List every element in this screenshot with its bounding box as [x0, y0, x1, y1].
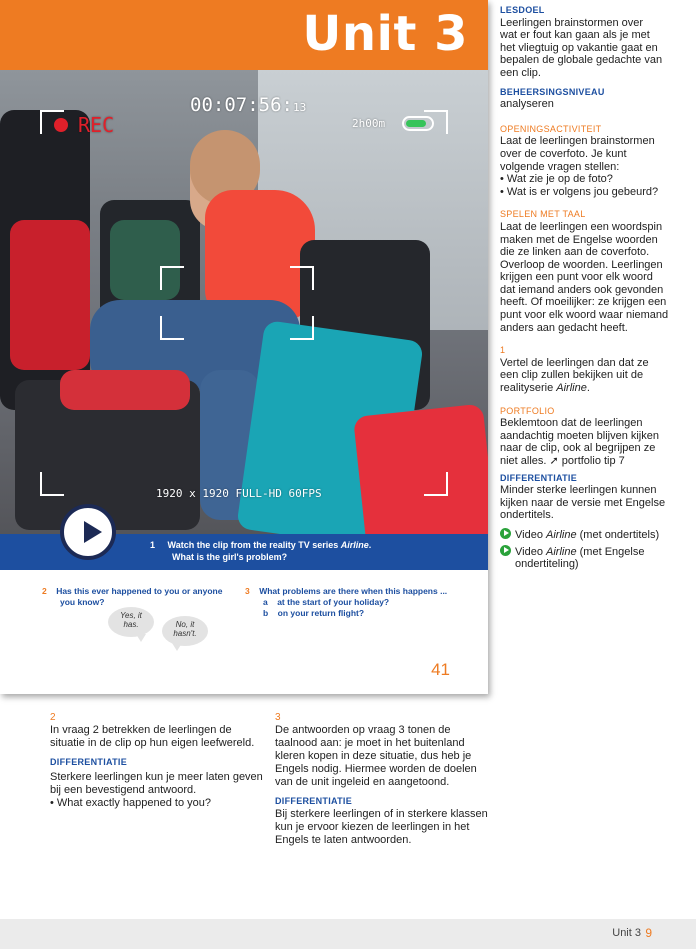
activity-3-a-label: a	[263, 597, 268, 607]
lesdoel-l2: wat er fout kan gaan als je met	[500, 29, 650, 42]
s1-l1: Vertel de leerlingen dan dat ze	[500, 356, 649, 369]
resolution-readout: 1920 x 1920 FULL-HD 60FPS	[156, 487, 322, 500]
c2-d3: • What exactly happened to you?	[50, 797, 212, 809]
activity-1-num: 1	[150, 540, 156, 550]
battery-icon	[402, 116, 434, 131]
page-footer	[0, 919, 696, 949]
photo-red-backpack	[10, 220, 90, 370]
video-2-prefix: Video	[515, 545, 546, 558]
spelen-l9: anders aan gedacht heeft.	[500, 321, 628, 334]
c2-l1: In vraag 2 betrekken de leerlingen de	[50, 724, 232, 736]
activity-1-line1-prefix: Watch the clip from the reality TV series	[167, 540, 341, 550]
niveau-text: analyseren	[500, 98, 554, 111]
notes-column-2	[50, 711, 265, 810]
bubble-no	[162, 616, 208, 646]
focus-corner-tl	[160, 266, 184, 290]
timecode-frames: 13	[292, 101, 307, 114]
bubble-no-tail	[172, 643, 182, 651]
bubble-yes-line2: has.	[123, 620, 139, 629]
s1-num: 1	[500, 345, 506, 356]
portfolio-l2: aandachtig moeten blijven kijken	[500, 429, 659, 442]
spelen-l5: krijgen een punt voor elk woord	[500, 271, 653, 284]
teacher-notes-sidebar	[500, 4, 690, 571]
cover-photo	[0, 70, 488, 534]
notes-column-3	[275, 711, 490, 847]
activity-3	[245, 586, 447, 619]
activity-3-num: 3	[245, 586, 250, 596]
activity-3-b-text: on your return flight?	[277, 608, 365, 618]
activity-1-line1-suffix: .	[368, 540, 372, 550]
video-2-suffix: (met Engelse	[576, 545, 645, 558]
focus-corner-tr	[290, 266, 314, 290]
duration-readout: 2h00m	[352, 117, 386, 130]
s1-l3-prefix: realityserie	[500, 382, 557, 395]
play-button[interactable]	[60, 504, 116, 560]
c2-num: 2	[50, 712, 56, 723]
bubble-yes-line1: Yes, it	[120, 611, 142, 620]
focus-corner-bl	[160, 316, 184, 340]
activity-1-text	[150, 539, 371, 563]
bubble-yes	[108, 607, 154, 637]
video-2-icon	[500, 545, 511, 556]
spelen-l6: dat iemand anders ook gevonden	[500, 283, 664, 296]
activity-1-line2: What is the girl's problem?	[172, 552, 288, 562]
diff-l1: Minder sterke leerlingen kunnen	[500, 484, 657, 497]
video-1-icon	[500, 528, 511, 539]
c2-d1: Sterkere leerlingen kun je meer laten geven	[50, 771, 263, 783]
niveau-heading: BEHEERSINGSNIVEAU	[500, 86, 605, 97]
rec-dot-icon	[54, 118, 68, 132]
spelen-l8: punt voor elk woord waar niemand	[500, 309, 669, 322]
page-number: 41	[431, 660, 450, 679]
footer-unit: Unit 3	[612, 927, 641, 939]
c3-d3: Engels te laten antwoorden.	[275, 834, 412, 846]
activity-2-line1: Has this ever happened to you or anyone	[56, 586, 223, 596]
lesdoel-l4: bepalen de globale gedachte van	[500, 54, 663, 67]
focus-corner-br	[290, 316, 314, 340]
diff-l3: ondertitels.	[500, 509, 554, 522]
s1-l3-suffix: .	[586, 382, 590, 395]
activity-1-series: Airline	[340, 540, 369, 550]
c3-diff-heading: DIFFERENTIATIE	[275, 796, 353, 806]
photo-red-strap	[60, 370, 190, 410]
c3-d1: Bij sterkere leerlingen of in sterkere klassen	[275, 808, 488, 820]
c2-d2: bij een bevestigend antwoord.	[50, 784, 197, 796]
video-link-2[interactable]	[500, 545, 690, 559]
opening-l2: over de coverfoto. Je kunt	[500, 147, 627, 160]
c2-diff-heading: DIFFERENTIATIE	[50, 757, 128, 767]
portfolio-l4: niet alles. ➚ portfolio tip 7	[500, 455, 625, 467]
spelen-l7: heeft. Of moeilijker: ze krijgen een	[500, 296, 667, 309]
s1-l2: een clip zullen bekijken uit de	[500, 369, 644, 382]
spelen-l3: die ze linken aan de coverfoto.	[500, 246, 650, 259]
spelen-heading: SPELEN MET TAAL	[500, 209, 586, 220]
diff-heading: DIFFERENTIATIE	[500, 472, 578, 483]
timecode	[190, 94, 306, 116]
bubble-no-line1: No, it	[175, 620, 195, 629]
video-1-prefix: Video	[515, 528, 546, 541]
opening-b2: • Wat is er volgens jou gebeurd?	[500, 185, 659, 198]
lesdoel-l3: het vliegtuig op vakantie gaat en	[500, 41, 658, 54]
opening-l1: Laat de leerlingen brainstormen	[500, 135, 655, 148]
activity-3-line1: What problems are there when this happens ...	[259, 586, 448, 596]
lesdoel-l1: Leerlingen brainstormen over	[500, 16, 644, 29]
video-1-series: Airline	[546, 528, 577, 541]
diff-l2: kijken naar de versie met Engelse	[500, 496, 666, 509]
activity-3-b-label: b	[263, 608, 269, 618]
c3-d2: kun je ervoor kiezen de leerlingen in het	[275, 821, 470, 833]
c3-l1: De antwoorden op vraag 3 tonen de	[275, 724, 451, 736]
frame-corner-bl	[40, 472, 64, 496]
bubble-no-line2: hasn't.	[173, 629, 197, 638]
s1-l3-series: Airline	[556, 382, 587, 395]
play-icon	[84, 521, 102, 543]
footer-page-number: 9	[645, 926, 652, 940]
lesdoel-l5: een clip.	[500, 66, 541, 79]
battery-fill	[406, 120, 426, 127]
bubble-yes-tail	[136, 634, 146, 642]
opening-l3: volgende vragen stellen:	[500, 160, 620, 173]
s1-l3	[500, 382, 690, 395]
c3-l3: kleren kopen in deze situatie, dus heb je	[275, 750, 472, 762]
photo-red-suitcase-right	[353, 404, 488, 534]
spelen-l1: Laat de leerlingen een woordspin	[500, 220, 663, 233]
c3-l2: taalnood aan: je moet in het buitenland	[275, 737, 465, 749]
portfolio-heading: PORTFOLIO	[500, 405, 555, 416]
c3-l5: van de unit ingeleid en aangetoond.	[275, 776, 450, 788]
c3-num: 3	[275, 712, 281, 723]
opening-heading: OPENINGSACTIVITEIT	[500, 123, 602, 134]
c2-l2: situatie in de clip op hun eigen leefwereld.	[50, 737, 255, 749]
timecode-main: 00:07:56:	[190, 94, 293, 116]
spelen-l2: maken met de Engelse woorden	[500, 233, 658, 246]
frame-corner-br	[424, 472, 448, 496]
activity-3-a-text: at the start of your holiday?	[277, 597, 390, 607]
activity-2-line2: you know?	[60, 597, 105, 607]
portfolio-l3: naar de clip, ook al begrijpen ze	[500, 442, 656, 455]
video-2-l2: ondertiteling)	[515, 558, 579, 571]
video-2-series: Airline	[546, 545, 577, 558]
activity-2-num: 2	[42, 586, 47, 596]
c3-l4: Engels nodig. Hiermee worden de doelen	[275, 763, 477, 775]
spelen-l4: Overloop de woorden. Leerlingen	[500, 258, 663, 271]
opening-b1: • Wat zie je op de foto?	[500, 173, 613, 186]
portfolio-l1: Beklemtoon dat de leerlingen	[500, 417, 643, 430]
unit-banner	[0, 0, 488, 70]
rec-label: REC	[78, 113, 115, 137]
video-link-1[interactable]	[500, 528, 690, 542]
video-1-suffix: (met ondertitels)	[576, 528, 660, 541]
lesdoel-heading: LESDOEL	[500, 5, 545, 15]
activity-2	[42, 586, 222, 608]
unit-title: Unit 3	[302, 6, 468, 62]
